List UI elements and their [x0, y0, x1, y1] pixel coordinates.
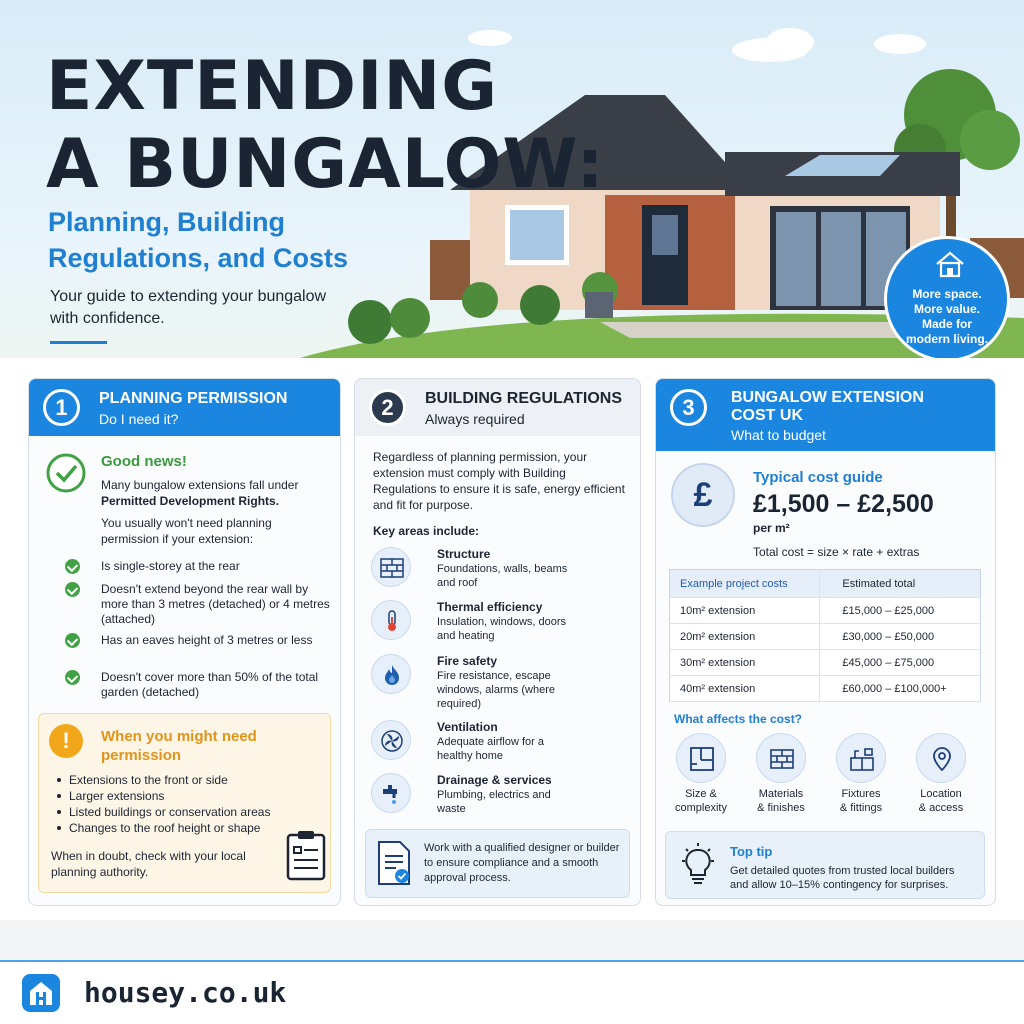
factor-label-line: & fittings: [839, 802, 883, 814]
area-thermal: [371, 600, 631, 644]
compliance-note: [365, 829, 630, 898]
table-cell: £30,000 – £50,000: [820, 624, 981, 650]
criteria-item: [65, 559, 330, 574]
check-icon: [65, 633, 80, 648]
area-drainage: [371, 773, 631, 817]
area-fire: [371, 654, 631, 712]
area-title: Drainage & services: [437, 773, 552, 787]
footer-band: [0, 920, 1024, 960]
factor-label-line: complexity: [675, 802, 727, 814]
table-row: [670, 676, 981, 702]
check-icon: [65, 582, 80, 597]
factor-label-line: & access: [918, 802, 964, 814]
table-row: [670, 650, 981, 676]
table-cell: 40m² extension: [670, 676, 820, 702]
price-range: £1,500 – £2,500: [753, 490, 934, 518]
extension-cost-card: [655, 378, 996, 906]
check-icon: [65, 559, 80, 574]
housey-logo[interactable]: [22, 974, 60, 1012]
criteria-item: [65, 633, 330, 648]
area-title: Thermal efficiency: [437, 600, 543, 614]
area-title: Ventilation: [437, 720, 498, 734]
warning-list: [55, 772, 325, 836]
lightbulb-icon: [678, 842, 718, 888]
cost-formula: Total cost = size × rate + extras: [753, 545, 920, 559]
area-desc: Foundations, walls, beams and roof: [437, 563, 568, 589]
note-text: Work with a qualified designer or builder to ensure compliance and a smooth approval process.: [424, 842, 620, 884]
tagline: Your guide to extending your bungalow with confidence.: [50, 288, 327, 327]
footer: [0, 960, 1024, 1024]
building-regulations-card: [354, 378, 641, 906]
pound-icon: £: [671, 463, 735, 527]
check-icon: [65, 670, 80, 685]
hero-banner: [0, 0, 1024, 358]
tap-icon: [371, 773, 411, 813]
criteria-item: [65, 582, 330, 627]
price-unit: per m²: [753, 521, 790, 535]
bricks-icon: [371, 547, 411, 587]
card-subtitle: Always required: [425, 411, 525, 427]
badge-line-1: More space.: [912, 287, 982, 301]
main-title: [46, 48, 605, 204]
factor-label-line: Fixtures: [841, 788, 881, 800]
badge-line-4: modern living.: [905, 332, 988, 346]
title-line-2: A BUNGALOW:: [46, 125, 605, 204]
table-cell: £15,000 – £25,000: [820, 598, 981, 624]
criteria-text: Has an eaves height of 3 metres or less: [101, 633, 313, 647]
tip-title: Top tip: [730, 844, 773, 859]
step-number: 2: [369, 389, 406, 426]
factor-location: [906, 733, 976, 815]
permitted-development-text: [101, 477, 326, 509]
area-desc: Adequate airflow for a healthy home: [437, 736, 545, 762]
factor-label-line: Materials: [758, 788, 804, 800]
top-tip-box: [665, 831, 985, 899]
table-header-row: [670, 570, 981, 598]
intro-text: Many bungalow extensions fall under: [101, 478, 299, 492]
column-header: Example project costs: [670, 570, 820, 598]
thermometer-icon: [371, 600, 411, 640]
table-row: [670, 598, 981, 624]
clipboard-icon: [285, 829, 327, 881]
column-header: Estimated total: [820, 570, 981, 598]
factor-label-line: & finishes: [757, 802, 805, 814]
area-desc: Fire resistance, escape windows, alarms (where required): [437, 670, 555, 710]
list-item: Changes to the roof height or shape: [55, 820, 325, 836]
factor-size: [666, 733, 736, 815]
cost-table: [669, 569, 981, 702]
area-ventilation: [371, 720, 631, 764]
area-title: Fire safety: [437, 654, 498, 668]
card-header: [355, 379, 640, 436]
subtitle: Planning, Building Regulations, and Costs: [48, 207, 349, 273]
criteria-text: Doesn't extend beyond the rear wall by more than 3 metres (detached) or 4 metres (attached): [101, 582, 330, 626]
table-cell: 30m² extension: [670, 650, 820, 676]
step-number: 3: [670, 389, 707, 426]
warning-title: When you might need permission: [101, 728, 257, 764]
exclamation-icon: !: [49, 724, 83, 758]
usually-text: You usually won't need planning permission if your extension:: [101, 516, 272, 546]
fan-icon: [371, 720, 411, 760]
title-line-1: EXTENDING: [46, 47, 499, 126]
card-title: PLANNING PERMISSION: [99, 390, 288, 407]
check-circle-icon: [46, 453, 86, 493]
cost-guide-label: Typical cost guide: [753, 469, 883, 486]
permission-warning-box: [38, 713, 331, 893]
area-desc: Insulation, windows, doors and heating: [437, 616, 567, 642]
area-desc: Plumbing, electrics and waste: [437, 789, 551, 815]
kitchen-icon: [836, 733, 886, 783]
value-badge: [884, 236, 1010, 358]
warning-footer: When in doubt, check with your local planning authority.: [51, 849, 246, 879]
factor-fixtures: [826, 733, 896, 815]
key-areas-label: Key areas include:: [373, 524, 480, 538]
floorplan-icon: [676, 733, 726, 783]
good-news-heading: Good news!: [101, 453, 187, 470]
bricks-icon: [756, 733, 806, 783]
factor-label-line: Location: [920, 788, 962, 800]
badge-line-2: More value.: [913, 302, 981, 316]
house-icon: [934, 249, 966, 279]
location-pin-icon: [916, 733, 966, 783]
badge-line-3: Made for: [921, 317, 972, 331]
card-title: BUNGALOW EXTENSION COST UK: [731, 389, 924, 424]
card-subtitle: What to budget: [731, 427, 826, 443]
list-item: Listed buildings or conservation areas: [55, 804, 325, 820]
card-header: [656, 379, 995, 451]
area-title: Structure: [437, 547, 491, 561]
area-structure: [371, 547, 631, 591]
table-cell: £60,000 – £100,000+: [820, 676, 981, 702]
list-item: Extensions to the front or side: [55, 772, 325, 788]
card-subtitle: Do I need it?: [99, 411, 179, 427]
table-cell: £45,000 – £75,000: [820, 650, 981, 676]
table-cell: 10m² extension: [670, 598, 820, 624]
intro-bold-text: Permitted Development Rights.: [101, 494, 280, 508]
table-cell: 20m² extension: [670, 624, 820, 650]
tip-text: Get detailed quotes from trusted local builders and allow 10–15% contingency for surprises.: [730, 865, 955, 891]
table-row: [670, 624, 981, 650]
criteria-item: [65, 670, 330, 700]
step-number: 1: [43, 389, 80, 426]
factor-materials: [746, 733, 816, 815]
cost-factors-label: What affects the cost?: [674, 712, 803, 726]
regulations-intro: Regardless of planning permission, your extension must comply with Building Regulations to ensure it is safe, energy efficient and fit for purpose.: [373, 450, 625, 512]
site-url[interactable]: housey.co.uk: [84, 976, 287, 1009]
criteria-text: Is single-storey at the rear: [101, 559, 240, 573]
list-item: Larger extensions: [55, 788, 325, 804]
criteria-text: Doesn't cover more than 50% of the total garden (detached): [101, 670, 319, 699]
planning-permission-card: [28, 378, 341, 906]
document-check-icon: [376, 840, 412, 886]
card-header: [29, 379, 340, 436]
card-title: BUILDING REGULATIONS: [425, 390, 623, 407]
title-divider: [50, 341, 107, 344]
factor-label-line: Size &: [685, 788, 717, 800]
flame-icon: [371, 654, 411, 694]
